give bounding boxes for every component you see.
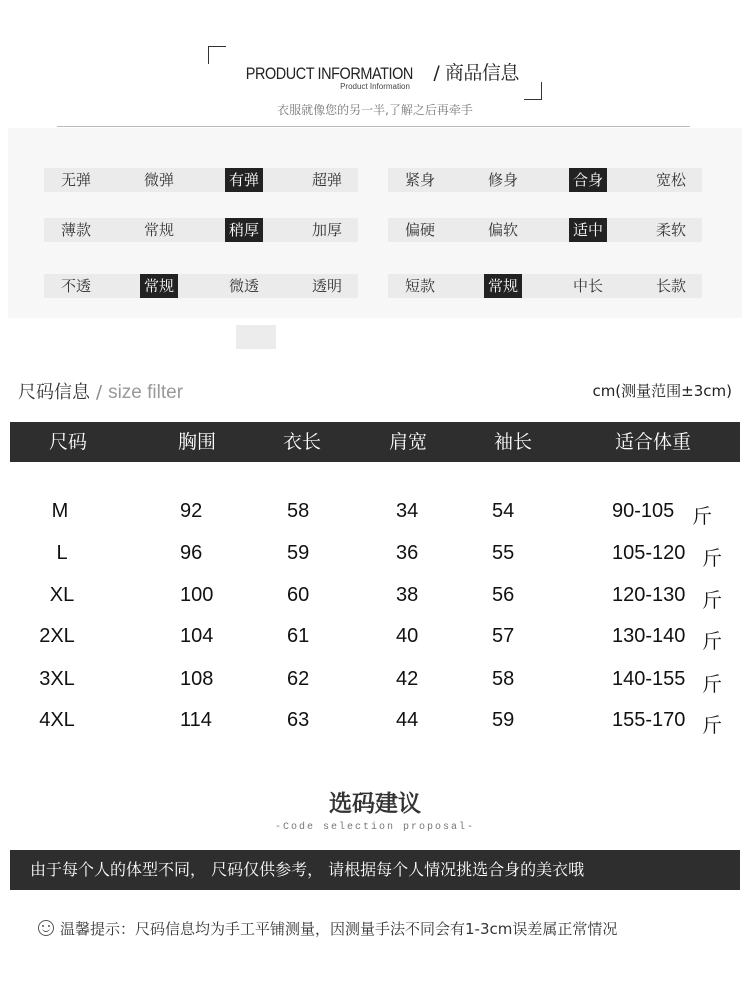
attribute-option: 透明 (311, 277, 342, 295)
size-cell: M (51, 500, 69, 522)
title-english: PRODUCT INFORMATION (245, 64, 414, 83)
header-slogan: 衣服就像您的另一半,了解之后再牵手 (277, 103, 473, 117)
measure-cell: 61 (287, 625, 310, 647)
measure-cell: 63 (287, 709, 310, 731)
measure-cell: 104 (180, 625, 214, 647)
attribute-option-selected: 常规 (140, 274, 178, 298)
size-cell: XL (49, 584, 75, 606)
attribute-option: 紧身 (404, 171, 435, 189)
measure-cell: 42 (396, 668, 419, 690)
weight-cell: 120-130 (612, 584, 686, 606)
measurement-note: cm(测量范围±3cm) (592, 382, 732, 400)
table-header-cell: 适合体重 (614, 431, 692, 453)
measure-cell: 100 (180, 584, 214, 606)
attribute-option: 长款 (655, 277, 686, 295)
measure-cell: 57 (492, 625, 515, 647)
weight-unit: 斤 (702, 629, 722, 653)
table-header-cell: 肩宽 (388, 431, 428, 453)
size-cell: 4XL (39, 709, 75, 731)
weight-cell: 130-140 (612, 625, 686, 647)
size-cell: L (56, 542, 68, 564)
gray-swatch (236, 325, 276, 349)
weight-cell: 90-105 (612, 500, 675, 522)
attribute-option: 修身 (487, 171, 518, 189)
attribute-option: 不透 (60, 277, 91, 295)
table-row (0, 668, 750, 702)
table-header-cell: 胸围 (177, 431, 217, 453)
tip-line (38, 918, 617, 939)
measure-cell: 62 (287, 668, 310, 690)
weight-cell: 105-120 (612, 542, 686, 564)
measure-cell: 40 (396, 625, 419, 647)
measure-cell: 38 (396, 584, 419, 606)
attribute-row (388, 218, 702, 242)
product-info-header (0, 0, 750, 135)
attribute-option: 常规 (143, 221, 174, 239)
table-row (0, 584, 750, 618)
measure-cell: 44 (396, 709, 419, 731)
measure-cell: 59 (492, 709, 515, 731)
size-info-label-sep: / (96, 382, 103, 403)
measure-cell: 54 (492, 500, 515, 522)
attribute-option: 微弹 (143, 171, 174, 189)
attribute-option: 薄款 (60, 221, 91, 239)
weight-unit: 斤 (702, 546, 722, 570)
table-header-cell: 尺码 (48, 431, 88, 453)
measure-cell: 56 (492, 584, 515, 606)
table-row (0, 709, 750, 743)
table-row (0, 542, 750, 576)
attribute-option: 超弹 (311, 171, 342, 189)
measure-cell: 58 (492, 668, 515, 690)
advice-bar: 由于每个人的体型不同， 尺码仅供参考， 请根据每个人情况挑选合身的美衣哦 (10, 850, 740, 890)
attribute-option: 偏硬 (404, 221, 435, 239)
title-subtitle: Product Information (340, 82, 410, 91)
measure-cell: 92 (180, 500, 203, 522)
attribute-option: 微透 (228, 277, 259, 295)
table-header-cell: 衣长 (282, 431, 322, 453)
attribute-option: 短款 (404, 277, 435, 295)
attribute-row (44, 218, 358, 242)
attribute-row (44, 168, 358, 192)
header-divider (57, 126, 690, 127)
measure-cell: 96 (180, 542, 203, 564)
weight-unit: 斤 (692, 504, 712, 528)
attribute-option-selected: 常规 (484, 274, 522, 298)
smile-icon (38, 920, 54, 936)
attribute-row (44, 274, 358, 298)
table-row (0, 500, 750, 534)
attribute-option-selected: 有弹 (225, 168, 263, 192)
attribute-option: 柔软 (655, 221, 686, 239)
page-title (0, 58, 750, 85)
size-info-label-en: size filter (108, 382, 184, 403)
measure-cell: 108 (180, 668, 214, 690)
measure-cell: 114 (180, 709, 212, 731)
size-cell: 2XL (39, 625, 75, 647)
title-separator: / (427, 62, 445, 84)
weight-unit: 斤 (702, 672, 722, 696)
measure-cell: 34 (396, 500, 419, 522)
advice-title: 选码建议 (329, 791, 421, 817)
attribute-option-selected: 合身 (569, 168, 607, 192)
advice-subtitle: -Code selection proposal- (274, 822, 476, 833)
size-info-label-cn: 尺码信息 (18, 382, 90, 403)
size-table-header (10, 422, 740, 462)
corner-bracket-bottom-right (524, 82, 542, 100)
measure-cell: 36 (396, 542, 419, 564)
title-chinese: 商品信息 (444, 62, 519, 84)
attribute-option-selected: 适中 (569, 218, 607, 242)
weight-cell: 155-170 (612, 709, 686, 731)
weight-unit: 斤 (702, 588, 722, 612)
tip-text: 温馨提示：尺码信息均为手工平铺测量，因测量手法不同会有1-3cm误差属正常情况 (60, 920, 618, 938)
attribute-option: 加厚 (311, 221, 342, 239)
attribute-option: 偏软 (487, 221, 518, 239)
measure-cell: 58 (287, 500, 310, 522)
size-cell: 3XL (39, 668, 75, 690)
weight-cell: 140-155 (612, 668, 686, 690)
measure-cell: 60 (287, 584, 310, 606)
attribute-row (388, 168, 702, 192)
table-header-cell: 袖长 (493, 431, 533, 453)
attribute-option: 中长 (572, 277, 603, 295)
attribute-option: 宽松 (655, 171, 686, 189)
weight-unit: 斤 (702, 713, 722, 737)
table-row (0, 625, 750, 659)
attribute-option-selected: 稍厚 (225, 218, 263, 242)
attribute-row (388, 274, 702, 298)
attribute-option: 无弹 (60, 171, 91, 189)
measure-cell: 55 (492, 542, 515, 564)
measure-cell: 59 (287, 542, 310, 564)
size-info-label (18, 378, 183, 404)
